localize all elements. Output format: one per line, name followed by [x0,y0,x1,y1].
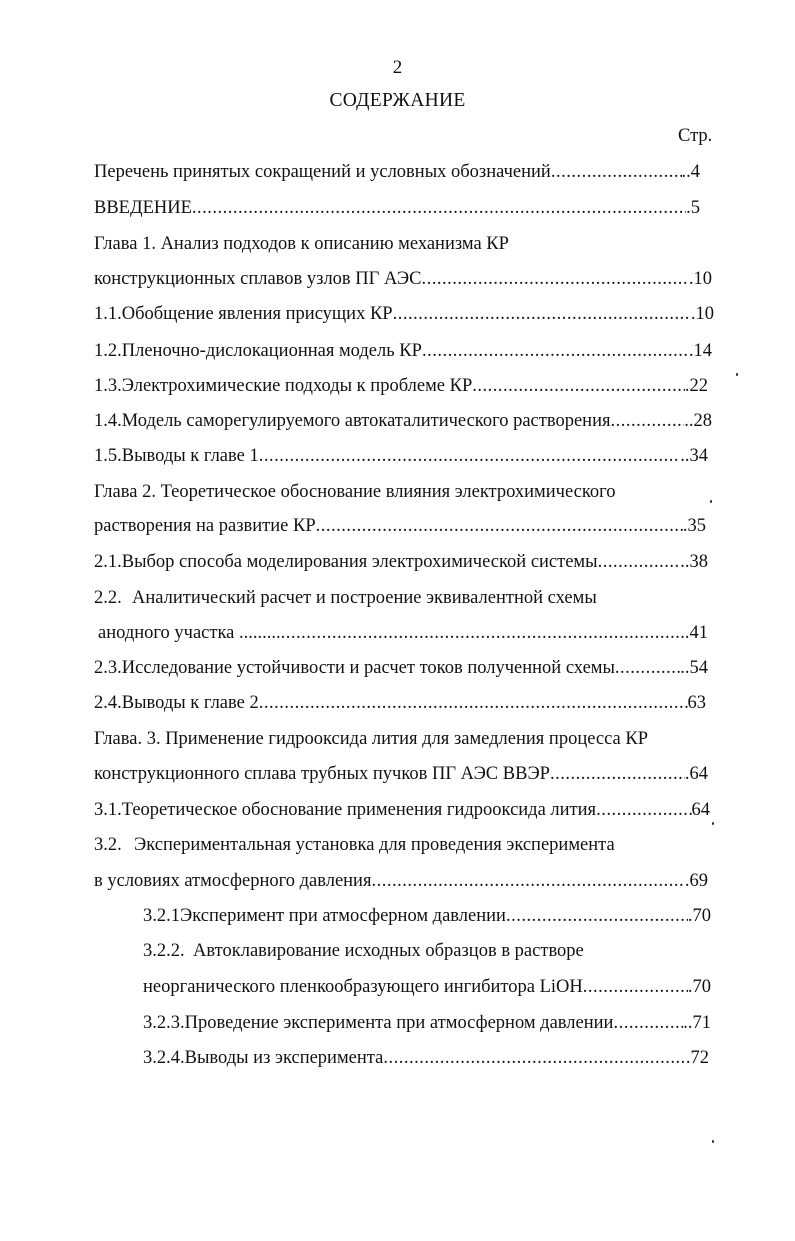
toc-entry-number: 2.1. [94,552,122,572]
toc-section-heading [143,939,713,963]
toc-entry [94,302,714,326]
toc-leader-dots [421,267,688,291]
toc-leader-dots [583,975,688,999]
toc-entry-number: 2.2. [94,588,122,608]
toc-entry-title: Исследование устойчивости и расчет токов полученной схемы [121,658,615,678]
toc-leader-dots [259,444,681,468]
toc-leader-dots [610,409,684,433]
toc-entry-number: 2.3. [94,658,122,678]
toc-entry [94,160,700,184]
toc-entry-title: анодного участка ......... [98,623,281,643]
toc-entry-page: .14 [688,341,712,361]
toc-chapter-heading [94,480,714,504]
page-column-label: Стр. [678,126,713,146]
toc-entry-page: .10 [690,304,714,324]
toc-leader-dots [393,302,691,326]
toc-entry-number: 1.1. [94,304,122,324]
toc-entry-page: .72 [685,1048,709,1068]
toc-entry-title: конструкционных сплавов узлов ПГ АЭС [94,269,422,289]
toc-leader-dots [472,374,685,398]
toc-entry-title: Экспериментальная установка для проведения эксперимента [134,835,615,855]
toc-entry-number: 3.2.3. [143,1013,185,1033]
toc-entry-title: Глава 2. Теоретическое обоснование влияния электрохимического [94,482,616,502]
toc-entry [143,975,711,999]
toc-leader-dots [613,1011,683,1035]
toc-entry-number: 1.5. [94,446,122,466]
toc-entry-number: 3.2.2. [143,941,185,961]
toc-entry-number: 3.2.1 [143,906,180,926]
scan-speck [736,373,738,376]
toc-leader-dots [596,798,691,822]
toc-entry-number: 1.3. [94,376,122,396]
toc-leader-dots [615,656,680,680]
toc-entry [94,444,708,468]
toc-entry-page: ..71 [683,1013,711,1033]
toc-entry-page: 64 [691,800,710,820]
scan-speck [710,500,712,503]
toc-leader-dots [551,160,682,184]
toc-entry-page: .70 [687,906,711,926]
toc-entry-title: Эксперимент при атмосферном давлении [180,906,506,926]
toc-entry-page: ..38 [680,552,708,572]
toc-entry-title: Теоретическое обоснование применения гидрооксида лития [121,800,597,820]
toc-entry-page: ..54 [680,658,708,678]
toc-entry [143,904,711,928]
toc-entry-title: конструкционного сплава трубных пучков ПГ АЭС ВВЭР [94,764,550,784]
page-title: СОДЕРЖАНИЕ [329,90,466,111]
toc-entry-page: .35 [682,516,706,536]
toc-entry-page: ..4 [681,162,700,182]
toc-entry-title: Глава. 3. Применение гидрооксида лития для замедления процесса КР [94,729,649,749]
toc-entry-page: ..41 [680,623,708,643]
toc-section-heading [94,586,714,610]
toc-entry [98,621,708,645]
toc-entry [94,762,708,786]
toc-entry-number: 3.2. [94,835,122,855]
toc-entry-number: 1.2. [94,341,122,361]
toc-entry [94,550,708,574]
toc-entry-number: 1.4. [94,411,122,431]
toc-entry-number: 3.1. [94,800,122,820]
toc-entry [94,869,708,893]
toc-entry-title: Автоклавирование исходных образцов в растворе [193,941,584,961]
toc-entry-page: .5 [686,198,700,218]
toc-entry-page: ..34 [680,446,708,466]
scan-speck [712,1140,714,1143]
toc-entry [94,691,706,715]
toc-leader-dots [598,550,681,574]
toc-leader-dots [259,691,688,715]
toc-entry-title: Выводы к главе 2 [121,693,259,713]
toc-entry-title: растворения на развитие КР [94,516,316,536]
toc-entry-page: .69 [684,871,708,891]
toc-entry-page: .10 [688,269,712,289]
toc-entry-page: .70 [687,977,711,997]
toc-entry [143,1046,709,1070]
scan-speck [712,822,714,825]
toc-entry-number: 3.2.4. [143,1048,185,1068]
toc-entry [94,409,712,433]
toc-entry [94,339,712,363]
toc-entry-number: 2.4. [94,693,122,713]
toc-leader-dots [316,514,683,538]
toc-entry [94,374,708,398]
toc-leader-dots [281,621,681,645]
toc-entry [94,514,706,538]
toc-entry [94,656,708,680]
toc-entry-page: .64 [684,764,708,784]
toc-entry-title: Проведение эксперимента при атмосферном давлении [184,1013,614,1033]
toc-leader-dots [192,196,686,220]
toc-chapter-heading [94,232,714,256]
page-number: 2 [392,57,403,78]
toc-section-heading [94,833,714,857]
toc-entry-title: Электрохимические подходы к проблеме КР [121,376,473,396]
toc-entry-page: ..28 [684,411,712,431]
toc-entry-title: Аналитический расчет и построение эквивалентной схемы [132,588,597,608]
toc-leader-dots [506,904,688,928]
toc-entry [143,1011,711,1035]
toc-entry-title: ВВЕДЕНИЕ [94,198,192,218]
toc-entry-title: Выводы из эксперимента [184,1048,384,1068]
toc-entry-page: 63 [687,693,706,713]
toc-entry [94,196,700,220]
toc-entry-page: .22 [684,376,708,396]
toc-entry-title: Глава 1. Анализ подходов к описанию механизма КР [94,234,509,254]
toc-entry [94,267,712,291]
toc-entry [94,798,710,822]
toc-leader-dots [383,1046,686,1070]
toc-leader-dots [371,869,684,893]
toc-leader-dots [550,762,685,786]
toc-entry-title: Модель саморегулируемого автокаталитического растворения [121,411,611,431]
toc-entry-title: неорганического пленкообразующего ингибитора LiOH [143,977,583,997]
toc-entry-title: Выводы к главе 1 [121,446,259,466]
toc-chapter-heading [94,727,714,751]
toc-entry-title: Обобщение явления присущих КР [121,304,393,324]
toc-entry-title: Пленочно-дислокационная модель КР [121,341,422,361]
toc-entry-title: в условиях атмосферного давления [94,871,372,891]
toc-entry-title: Перечень принятых сокращений и условных обозначений [94,162,551,182]
toc-leader-dots [422,339,689,363]
toc-entry-title: Выбор способа моделирования электрохимической системы [121,552,598,572]
